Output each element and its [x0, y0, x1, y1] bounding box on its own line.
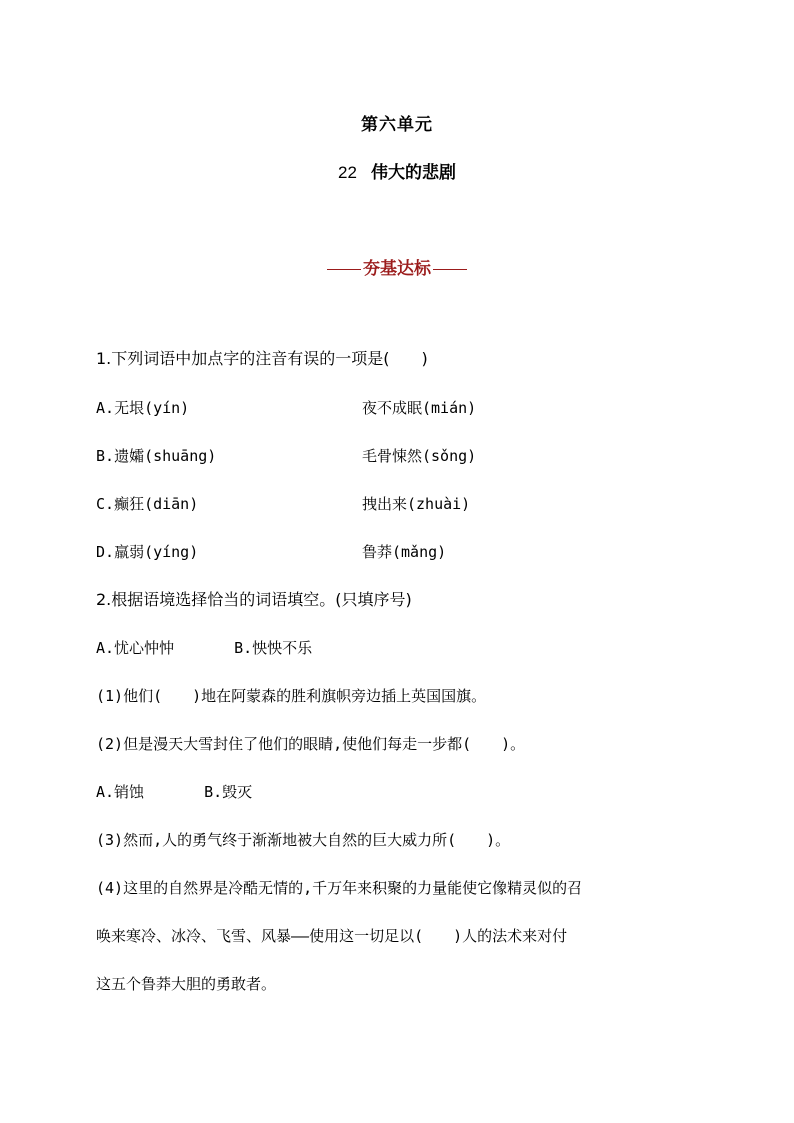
section-title: 夯基达标 [363, 259, 431, 279]
q1-stem: 1.下列词语中加点字的注音有误的一项是( ) [96, 349, 428, 368]
option-text: 无垠(yín) [114, 399, 190, 417]
choice-a: A.忧心忡忡 [96, 639, 175, 657]
q2-choices-group1 [96, 637, 312, 659]
section-heading [0, 254, 794, 279]
heading-right-rule [433, 269, 467, 270]
q2-stem: 2.根据语境选择恰当的词语填空。(只填序号) [96, 590, 412, 609]
option-text: 羸弱(yíng) [114, 543, 199, 561]
q1-option-a-right: 夜不成眠(mián) [362, 399, 477, 417]
option-label: B. [96, 447, 115, 465]
lesson-title-row [0, 158, 794, 183]
q1-option-d-right: 鲁莽(mǎng) [362, 543, 447, 561]
option-label: D. [96, 543, 115, 561]
q2-sentence-3: (3)然而,人的勇气终于渐渐地被大自然的巨大威力所( )。 [96, 831, 511, 849]
q2-sentence-4-line1: (4)这里的自然界是冷酷无情的,千万年来积聚的力量能使它像精灵似的召 [96, 879, 583, 897]
q2-choices-group2 [96, 781, 252, 803]
q1-option-a-left [96, 397, 189, 419]
option-text: 癫狂(diān) [114, 495, 199, 513]
heading-left-rule [327, 269, 361, 270]
q1-option-d-left [96, 541, 198, 563]
lesson-number: 22 [338, 163, 357, 182]
q2-sentence-4-line3: 这五个鲁莽大胆的勇敢者。 [96, 975, 277, 993]
q1-option-b-left [96, 445, 216, 467]
option-text: 遗孀(shuāng) [114, 447, 217, 465]
option-label: C. [96, 495, 115, 513]
q2-sentence-2: (2)但是漫天大雪封住了他们的眼睛,使他们每走一步都( )。 [96, 735, 526, 753]
q1-option-c-right: 拽出来(zhuài) [362, 495, 471, 513]
option-label: A. [96, 399, 115, 417]
q2-sentence-1: (1)他们( )地在阿蒙森的胜利旗帜旁边插上英国国旗。 [96, 687, 487, 705]
lesson-title: 伟大的悲剧 [370, 163, 456, 183]
q2-sentence-4-line2: 唤来寒冷、冰冷、飞雪、风暴——使用这一切足以( )人的法术来对付 [96, 927, 568, 945]
choice-b: B.怏怏不乐 [234, 639, 313, 657]
choice-b: B.毁灭 [204, 783, 253, 801]
choice-a: A.销蚀 [96, 783, 145, 801]
unit-title: 第六单元 [361, 115, 433, 135]
q1-option-c-left [96, 493, 198, 515]
q1-option-b-right: 毛骨悚然(sǒng) [362, 447, 477, 465]
